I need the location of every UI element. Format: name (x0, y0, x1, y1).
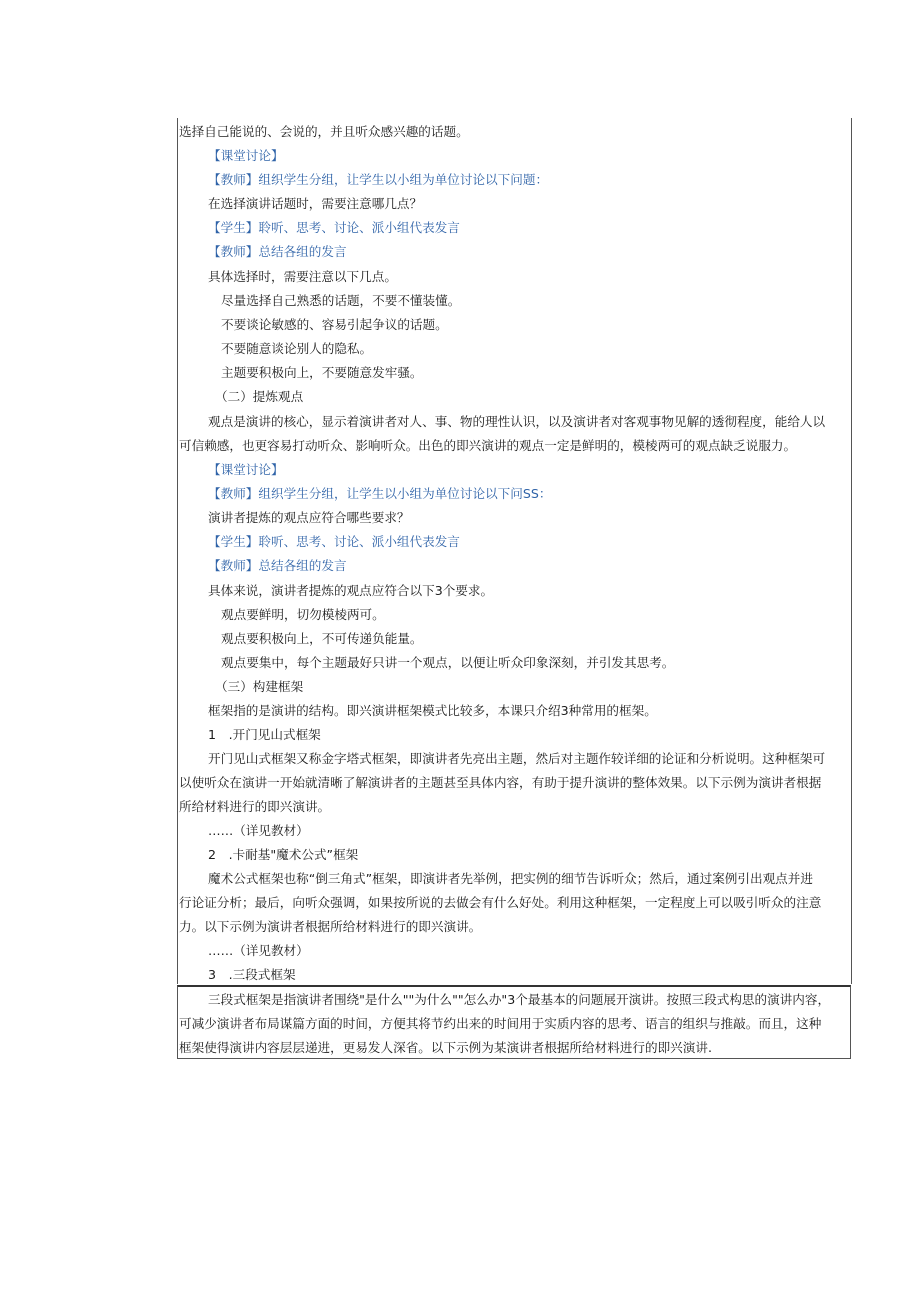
list-item: 尽量选择自己熟悉的话题，不要不懂装懂。 (221, 293, 461, 308)
subsection-heading: 1 .开门见山式框架 (208, 727, 321, 742)
subsection-heading: 2 .卡耐基"魔术公式”框架 (208, 847, 359, 862)
see-textbook-note: ……（详见教材） (208, 943, 309, 958)
text-line: 开门见山式框架又称金字塔式框架，即演讲者先亮出主题，然后对主题作较详细的论证和分析说明。这种框架可 (208, 751, 826, 766)
text-line: 魔术公式框架也称“倒三角式”框架，即演讲者先举例，把实例的细节告诉听众；然后，通过案例引出观点并进 (208, 871, 813, 886)
list-item: 不要随意谈论别人的隐私。 (221, 341, 373, 356)
see-textbook-note: ……（详见教材） (208, 823, 309, 838)
table-border-right (851, 118, 852, 984)
text-line: 以使听众在演讲一开始就清晰了解演讲者的主题甚至具体内容，有助于提升演讲的整体效果。以下示例为演讲者根据 (179, 775, 822, 790)
subsection-heading: 3 .三段式框架 (208, 967, 296, 982)
text-line: 在选择演讲话题时，需要注意哪几点？ (208, 196, 423, 211)
text-line: 演讲者提炼的观点应符合哪些要求？ (208, 510, 410, 525)
section-heading: （三）构建框架 (215, 679, 304, 694)
section-label-discussion: 【课堂讨论】 (208, 148, 284, 163)
text-line: 观点是演讲的核心，显示着演讲者对人、事、物的理性认识，以及演讲者对客观事物见解的透彻程度，能给人以 (208, 414, 826, 429)
text-line: 力。以下示例为演讲者根据所给材料进行的即兴演讲。 (179, 919, 482, 934)
text-line: 框架使得演讲内容层层递进，更易发人深省。以下示例为某演讲者根据所给材料进行的即兴演讲. (179, 1040, 712, 1055)
text-line: 三段式框架是指演讲者围绕"是什么""为什么""怎么办"3个最基本的问题展开演讲。按照三段式构思的演讲内容， (208, 992, 831, 1007)
teacher-label: 【教师】组织学生分组，让学生以小组为单位讨论以下问题： (208, 172, 549, 187)
teacher-label: 【教师】总结各组的发言 (208, 244, 347, 259)
section-heading: （二）提炼观点 (215, 389, 304, 404)
list-item: 观点要积极向上，不可传递负能量。 (221, 631, 423, 646)
text-line: 可减少演讲者布局谋篇方面的时间，方便其将节约出来的时间用于实质内容的思考、语言的组织与推敲。而且，这种 (179, 1016, 822, 1031)
list-item: 不要谈论敏感的、容易引起争议的话题。 (221, 317, 448, 332)
text-line: 可信赖感，也更容易打动听众、影响听众。出色的即兴演讲的观点一定是鲜明的，模棱两可的观点缺乏说服力。 (179, 438, 797, 453)
student-label: 【学生】聆听、思考、讨论、派小组代表发言 (208, 534, 460, 549)
text-line: 具体选择时，需要注意以下几点。 (208, 269, 397, 284)
text-line: 所给材料进行的即兴演讲。 (179, 799, 331, 814)
student-label: 【学生】聆听、思考、讨论、派小组代表发言 (208, 220, 460, 235)
text-line: 框架指的是演讲的结构。即兴演讲框架模式比较多，本课只介绍3种常用的框架。 (208, 703, 657, 718)
teacher-label: 【教师】总结各组的发言 (208, 558, 347, 573)
list-item: 观点要鲜明，切勿模棱两可。 (221, 607, 385, 622)
text-line: 行论证分析；最后，向听众强调，如果按所说的去做会有什么好处。利用这种框架，一定程度上可以吸引听众的注意 (179, 895, 822, 910)
section-label-discussion: 【课堂讨论】 (208, 462, 284, 477)
text-line: 具体来说，演讲者提炼的观点应符合以下3个要求。 (208, 583, 494, 598)
list-item: 观点要集中，每个主题最好只讲一个观点，以便让听众印象深刻，并引发其思考。 (221, 655, 675, 670)
teacher-label: 【教师】组织学生分组，让学生以小组为单位讨论以下问SS： (208, 486, 552, 501)
text-line: 选择自己能说的、会说的，并且听众感兴趣的话题。 (179, 124, 469, 139)
list-item: 主题要积极向上，不要随意发牢骚。 (221, 365, 423, 380)
table-border-left (177, 118, 178, 984)
